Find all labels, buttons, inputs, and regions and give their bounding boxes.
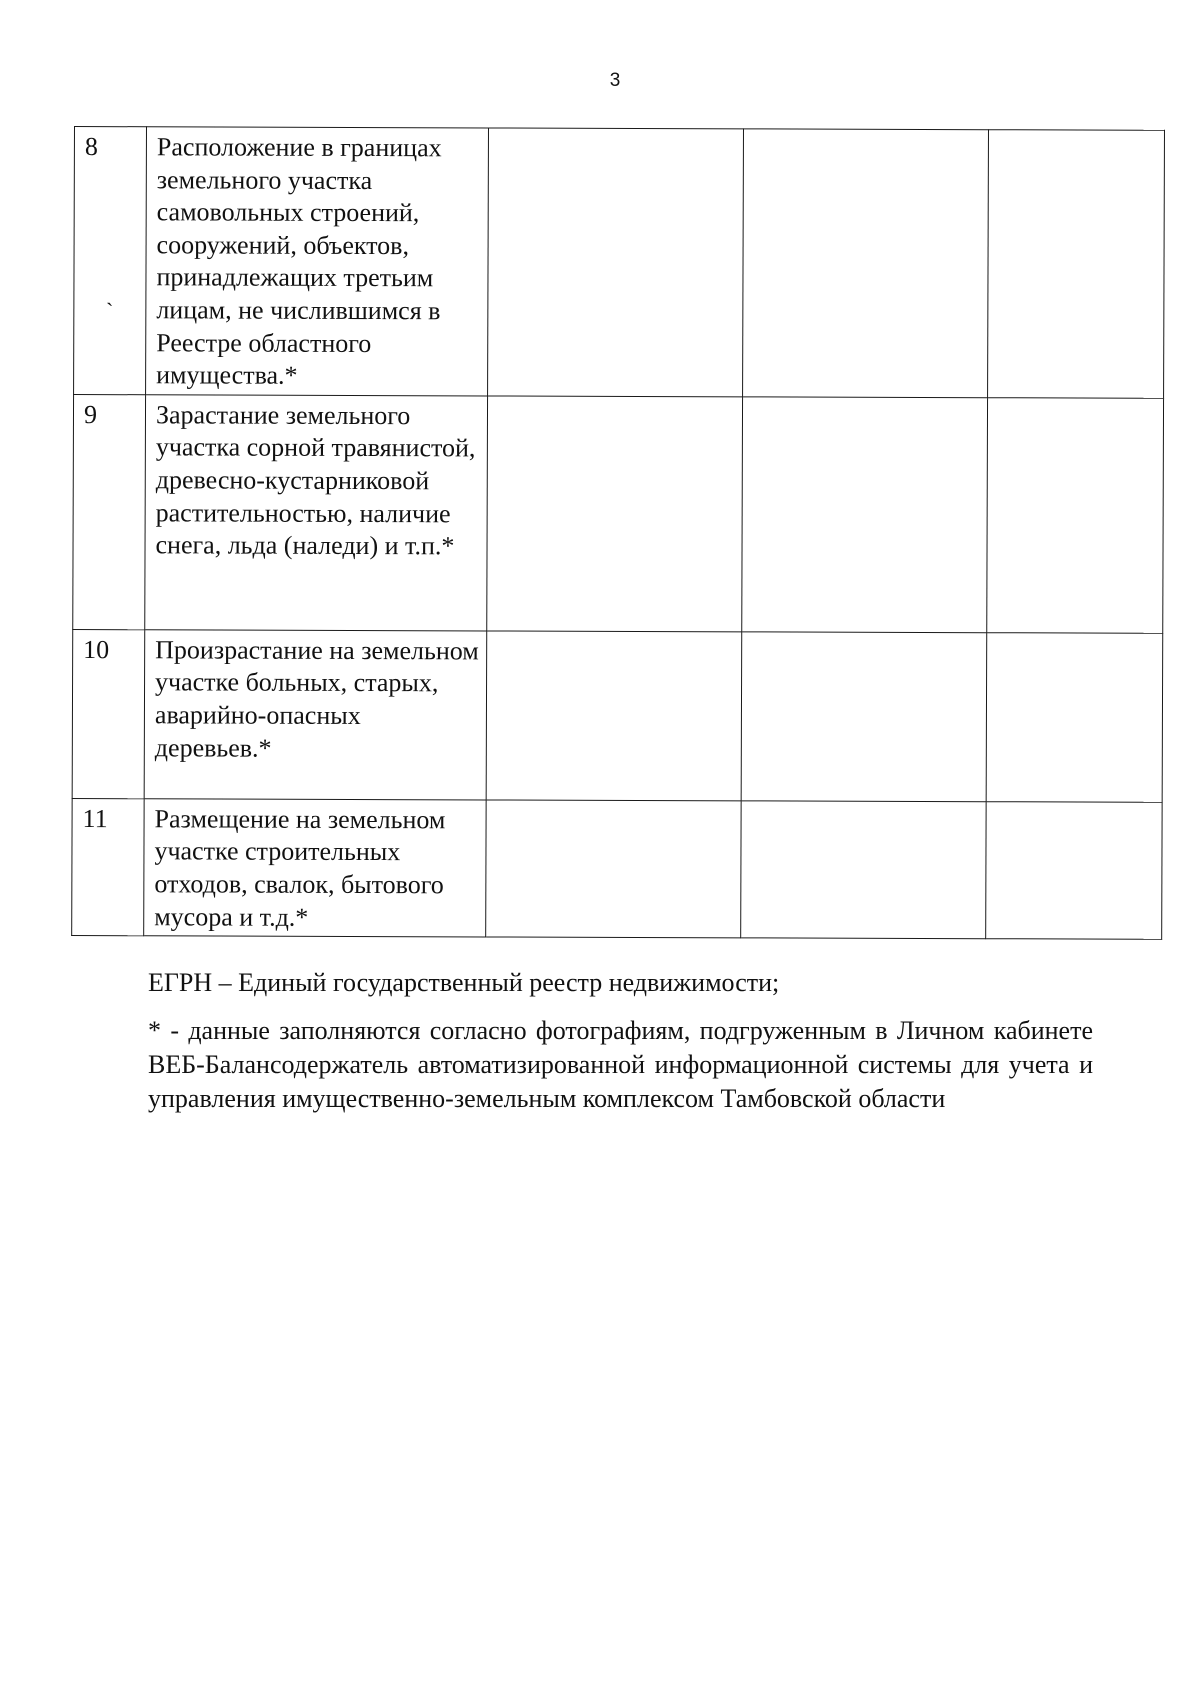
empty-cell <box>741 632 987 802</box>
row-number: 10 <box>72 629 145 798</box>
row-description: Расположение в границах земельного участка самовольных строений, сооружений, объектов, принадлежащих третьим лицам, не числившимся в Реестре областного имущества.* <box>146 127 489 396</box>
empty-cell <box>988 130 1165 398</box>
empty-cell <box>487 396 743 632</box>
table-row <box>72 629 1163 802</box>
row-description: Размещение на земельном участке строительных отходов, свалок, бытового мусора и т.д.* <box>144 798 486 937</box>
inspection-table <box>71 126 1165 940</box>
empty-cell <box>486 631 742 801</box>
row-description: Зарастание земельного участка сорной травянистой, древесно-кустарниковой растительностью, наличие снега, льда (наледи) и т.п.* <box>145 395 488 631</box>
row-number: 8 <box>74 127 147 395</box>
empty-cell <box>743 129 989 398</box>
empty-cell <box>486 800 741 938</box>
footnote-asterisk: * - данные заполняются согласно фотографиям, подгруженным в Личном кабинете ВЕБ-Балансодержатель автоматизированной информационной системы для учета и управления имущественно-земельным комплексом Тамбовской области <box>148 1016 1093 1113</box>
empty-cell <box>986 801 1162 939</box>
empty-cell <box>741 801 986 939</box>
table-row <box>74 127 1165 399</box>
scan-mark: ` <box>106 298 114 323</box>
footnote-egrn: ЕГРН – Единый государственный реестр недвижимости; <box>148 968 780 997</box>
page-number: 3 <box>609 70 621 91</box>
row-number: 11 <box>72 798 144 936</box>
empty-cell <box>987 397 1164 633</box>
footnotes <box>148 966 1093 1116</box>
row-description: Произрастание на земельном участке больных, старых, аварийно-опасных деревьев.* <box>144 630 487 800</box>
row-number: 9 <box>73 394 146 629</box>
table-row <box>72 798 1162 939</box>
empty-cell <box>986 632 1163 802</box>
empty-cell <box>488 128 744 397</box>
table-row <box>73 394 1164 633</box>
empty-cell <box>742 397 988 633</box>
